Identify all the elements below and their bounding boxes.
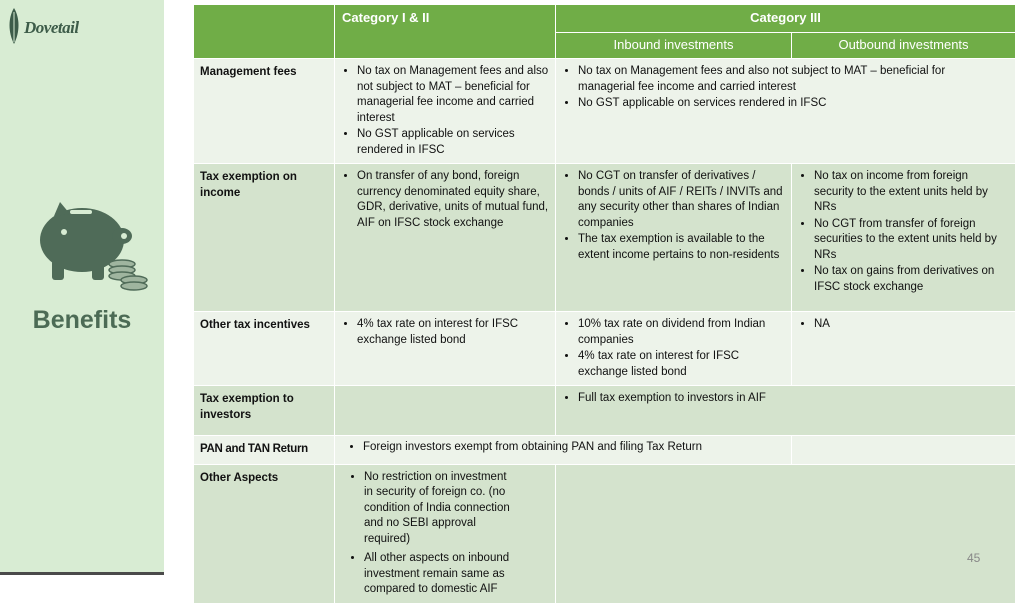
table-row-tax-exemption-investors — [194, 386, 1016, 436]
list-item: • 10% tax rate on dividend from Indian companies — [578, 317, 785, 349]
list-item: • No tax on Management fees and also not subject to MAT – beneficial for managerial fee income and carried interest — [357, 64, 549, 127]
table-row-pan-tan — [194, 436, 1016, 465]
header-outbound: Outbound investments — [792, 33, 1016, 59]
table-row-other-incentives — [194, 312, 1016, 386]
bullet-list — [335, 436, 791, 460]
row-label: Other tax incentives — [194, 312, 335, 386]
table-cell — [335, 464, 556, 603]
sidebar — [0, 0, 164, 575]
bullet-list — [556, 312, 791, 385]
bullet-list — [792, 312, 1015, 338]
table-cell — [335, 312, 556, 386]
table-cell — [792, 312, 1016, 386]
list-item: • No tax on Management fees and also not subject to MAT – beneficial for managerial fee income and carried interest — [578, 64, 965, 96]
table-cell — [335, 59, 556, 164]
table-cell — [556, 164, 792, 312]
list-item: • No GST applicable on services rendered in IFSC — [578, 96, 965, 113]
bullet-list — [335, 59, 555, 163]
section-title: Benefits — [32, 306, 132, 334]
table-cell — [556, 386, 1016, 436]
table-row-other-aspects — [194, 464, 1016, 603]
header-category-1-2: Category I & II — [335, 5, 556, 59]
header-inbound: Inbound investments — [556, 33, 792, 59]
list-item: • All other aspects on inbound investment remain same as compared to domestic AIF — [364, 551, 515, 599]
table-cell — [556, 59, 1016, 164]
logo-text: Dovetail — [24, 18, 79, 37]
table-cell — [556, 464, 1016, 603]
table-cell — [792, 164, 1016, 312]
piggy-bank-icon — [36, 196, 152, 296]
page-number: 45 — [967, 551, 981, 565]
row-label: Tax exemption to investors — [194, 386, 335, 436]
dovetail-logo — [4, 6, 79, 50]
list-item: • 4% tax rate on interest for IFSC exchange listed bond — [578, 349, 785, 381]
table-cell — [335, 386, 556, 436]
table-header-row — [194, 5, 1016, 33]
list-item: • Foreign investors exempt from obtaining PAN and filing Tax Return — [363, 440, 791, 457]
table-row-management-fees — [194, 59, 1016, 164]
list-item: • No restriction on investment in security of foreign co. (no condition of India connection and no SEBI approval required) — [364, 470, 515, 549]
bullet-list — [556, 386, 1015, 412]
list-item: • Full tax exemption to investors in AIF — [578, 391, 1009, 408]
bullet-list — [335, 465, 555, 603]
row-label: Tax exemption on income — [194, 164, 335, 312]
header-empty-cell — [194, 5, 335, 59]
list-item: • No CGT from transfer of foreign securities to the extent units held by NRs — [814, 217, 1009, 265]
bullet-list — [792, 164, 1015, 300]
benefits-table — [193, 4, 1016, 604]
list-item: • No GST applicable on services rendered in IFSC — [357, 127, 549, 159]
table-cell — [556, 312, 792, 386]
list-item: • The tax exemption is available to the extent income pertains to non-residents — [578, 232, 785, 264]
row-label: PAN and TAN Return — [194, 436, 335, 465]
row-label: Management fees — [194, 59, 335, 164]
bullet-list — [335, 164, 555, 236]
list-item: • NA — [814, 317, 1009, 334]
logo-leaf-icon — [4, 6, 24, 46]
row-label: Other Aspects — [194, 464, 335, 603]
list-item: • No tax on income from foreign security to the extent units held by NRs — [814, 169, 1009, 217]
list-item: • 4% tax rate on interest for IFSC exchange listed bond — [357, 317, 549, 349]
bullet-list — [556, 59, 1015, 117]
table-cell — [335, 164, 556, 312]
header-category-3: Category III — [556, 5, 1016, 33]
table-cell — [792, 436, 1016, 465]
table-cell — [335, 436, 792, 465]
bullet-list — [556, 164, 791, 268]
list-item: • No CGT on transfer of derivatives / bonds / units of AIF / REITs / INVITs and any security other than shares of Indian companies — [578, 169, 785, 232]
list-item: • On transfer of any bond, foreign currency denominated equity share, GDR, derivative, units of mutual fund, AIF on IFSC stock exchange — [357, 169, 549, 232]
list-item: • No tax on gains from derivatives on IFSC stock exchange — [814, 264, 1009, 296]
table-row-tax-exemption-income — [194, 164, 1016, 312]
bullet-list — [335, 312, 555, 353]
